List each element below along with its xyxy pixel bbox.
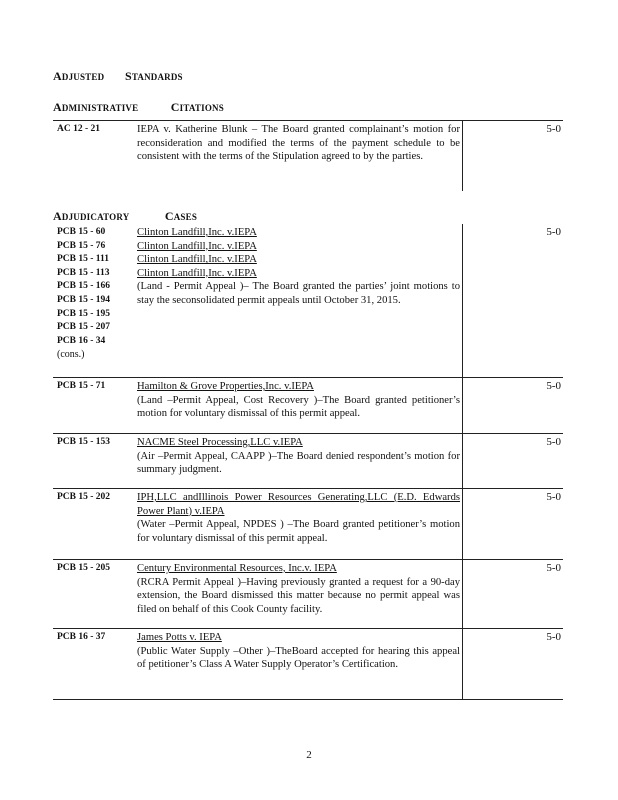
case-description xyxy=(137,226,460,308)
vote-count: 5-0 xyxy=(546,380,561,392)
vote-count: 5-0 xyxy=(546,226,561,238)
column-divider xyxy=(462,224,463,377)
case-summary: (Land –Permit Appeal, Cost Recovery )–The Board granted petitioner’s motion for voluntary dismissal of this permit appeal. xyxy=(137,394,460,420)
case-id: PCB 15 - 205 xyxy=(57,563,111,573)
case-description: IEPA v. Katherine Blunk – The Board granted complainant’s motion for reconsideration and modified the terms of the payment schedule to be consistent with the terms of the Stipulation agreed to by the parties. xyxy=(137,124,460,163)
case-title: Hamilton & Grove Properties,Inc. v.IEPA xyxy=(137,381,314,392)
column-divider xyxy=(462,378,463,433)
vote-count: 5-0 xyxy=(546,123,561,135)
page-number: 2 xyxy=(306,749,312,761)
vote-count: 5-0 xyxy=(546,631,561,643)
case-description xyxy=(137,491,460,545)
case-description xyxy=(137,562,460,616)
table-row xyxy=(53,629,563,699)
case-description xyxy=(137,380,460,421)
heading-adjusted-standards: ADJUSTED STANDARDS xyxy=(53,69,183,83)
table-row xyxy=(53,560,563,628)
case-id: PCB 15 - 202 xyxy=(57,492,111,502)
case-title: Clinton Landfill,Inc. v.IEPA xyxy=(137,254,257,266)
case-id: PCB 15 - 153 xyxy=(57,437,111,447)
case-summary: (RCRA Permit Appeal )–Having previously granted a request for a 90-day extension, the Board dismissed this matter because no permit appeal was filed on behalf of this Cook County facility. xyxy=(137,576,460,615)
table-row xyxy=(53,434,563,488)
case-id-list: PCB 15 - 60 PCB 15 - 76 PCB 15 - 111 PCB 15 - 113 PCB 15 - 166 PCB 15 - 194 PCB 15 - 195 PCB 15 - 207 PCB 16 - 34 (cons.) xyxy=(57,227,111,361)
table-row xyxy=(53,378,563,433)
case-title: NACME Steel Processing,LLC v.IEPA xyxy=(137,437,303,448)
case-summary: (Air –Permit Appeal, CAAPP )–The Board denied respondent’s motion for summary judgment. xyxy=(137,450,460,476)
table-row xyxy=(53,224,563,377)
case-title: James Potts v. IEPA xyxy=(137,632,222,643)
case-title: Clinton Landfill,Inc. v.IEPA xyxy=(137,227,257,238)
case-summary: (Water –Permit Appeal, NPDES ) –The Board granted petitioner’s motion for voluntary dismissal of this permit appeal. xyxy=(137,519,460,544)
column-divider xyxy=(462,489,463,559)
column-divider xyxy=(462,560,463,628)
heading-administrative-citations: ADMINISTRATIVE CITATIONS xyxy=(53,100,224,114)
case-title: Clinton Landfill,Inc. v.IEPA xyxy=(137,240,257,252)
case-id: PCB 16 - 37 xyxy=(57,632,106,642)
column-divider xyxy=(462,121,463,191)
heading-adjudicatory-cases: ADJUDICATORY CASES xyxy=(53,209,198,223)
vote-count: 5-0 xyxy=(546,562,561,574)
column-divider xyxy=(462,434,463,488)
column-divider xyxy=(462,629,463,699)
table-row xyxy=(53,489,563,559)
case-title: Century Environmental Resources, Inc.v. IEPA xyxy=(137,563,337,574)
vote-count: 5-0 xyxy=(546,436,561,448)
table-row xyxy=(53,121,563,191)
case-id: PCB 15 - 71 xyxy=(57,381,106,391)
case-summary: (Public Water Supply –Other )–TheBoard accepted for hearing this appeal of petitioner’s Class A Water Supply Operator’s Certification. xyxy=(137,645,460,671)
vote-count: 5-0 xyxy=(546,491,561,503)
table-rule xyxy=(53,699,563,700)
case-summary: (Land - Permit Appeal )– The Board granted the parties’ joint motions to stay the seconsolidated permit appeals until October 31, 2015. xyxy=(137,281,460,306)
case-description xyxy=(137,631,460,672)
case-id: AC 12 - 21 xyxy=(57,124,101,134)
case-title: Clinton Landfill,Inc. v.IEPA xyxy=(137,267,257,279)
case-description xyxy=(137,436,460,477)
case-title: IPH,LLC andIllinois Power Resources Generating,LLC (E.D. Edwards Power Plant) v.IEPA xyxy=(137,492,460,517)
